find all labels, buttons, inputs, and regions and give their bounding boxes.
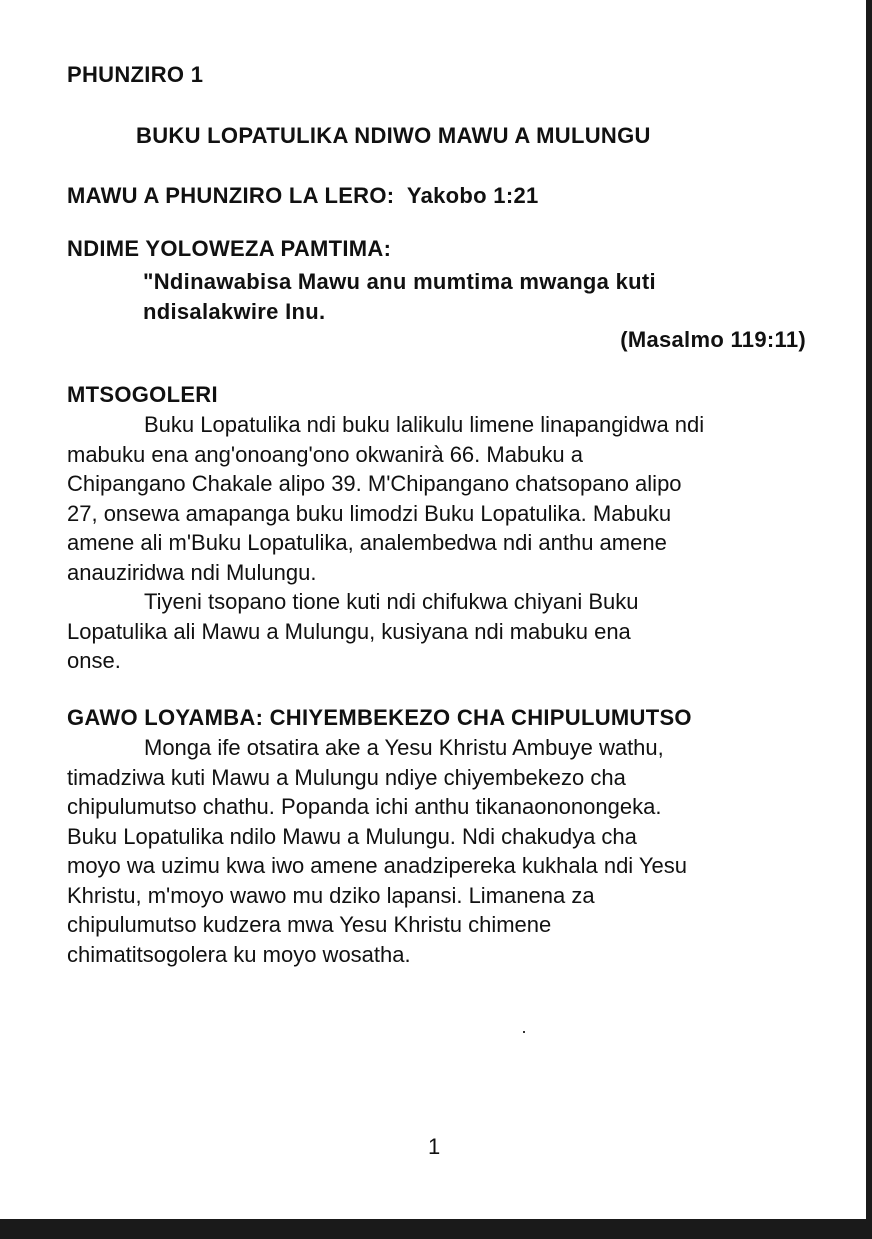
paragraph-line: Buku Lopatulika ndi buku lalikulu limene linapangidwa ndi bbox=[144, 412, 705, 437]
paragraph-line: anauziridwa ndi Mulungu. bbox=[67, 559, 317, 585]
paragraph-line: onse. bbox=[67, 648, 121, 673]
part-one-text bbox=[67, 733, 687, 969]
todays-lesson-label: MAWU A PHUNZIRO LA LERO: bbox=[67, 183, 395, 208]
todays-lesson-line bbox=[67, 183, 539, 209]
paragraph-line: amene ali m'Buku Lopatulika, analembedwa ndi anthu amene bbox=[67, 530, 667, 555]
memory-verse-text bbox=[143, 267, 656, 327]
paragraph-line: Khristu, m'moyo wawo mu dziko lapansi. Limanena za bbox=[67, 882, 595, 908]
paragraph-line: Buku Lopatulika ndilo Mawu a Mulungu. Ndi chakudya cha bbox=[67, 823, 637, 849]
paragraph-line: chimatitsogolera ku moyo wosatha. bbox=[67, 941, 411, 967]
paragraph-line: Lopatulika ali Mawu a Mulungu, kusiyana ndi mabuku ena bbox=[67, 618, 631, 644]
scan-edge-right bbox=[866, 0, 872, 1239]
page-title: BUKU LOPATULIKA NDIWO MAWU A MULUNGU bbox=[136, 123, 651, 148]
paragraph-line: Chipangano Chakale alipo 39. M'Chipangano chatsopano alipo bbox=[67, 471, 682, 496]
page-number: 1 bbox=[428, 1134, 441, 1159]
memory-verse-line: "Ndinawabisa Mawu anu mumtima mwanga kuti bbox=[143, 269, 656, 294]
todays-lesson-reference: Yakobo 1:21 bbox=[406, 183, 539, 208]
paragraph-line: Monga ife otsatira ake a Yesu Khristu Ambuye wathu, bbox=[144, 735, 664, 760]
memory-verse-reference: (Masalmo 119:11) bbox=[620, 327, 806, 352]
memory-verse-label: NDIME YOLOWEZA PAMTIMA: bbox=[67, 236, 392, 261]
paragraph-line: chipulumutso chathu. Popanda ichi anthu tikanaononongeka. bbox=[67, 794, 662, 819]
scan-speck bbox=[523, 1031, 525, 1033]
introduction-heading: MTSOGOLERI bbox=[67, 382, 218, 407]
lesson-label: PHUNZIRO 1 bbox=[67, 62, 204, 87]
paragraph-line: Tiyeni tsopano tione kuti ndi chifukwa chiyani Buku bbox=[144, 589, 639, 614]
paragraph-line: moyo wa uzimu kwa iwo amene anadzipereka kukhala ndi Yesu bbox=[67, 853, 688, 878]
paragraph-line: mabuku ena ang'onoang'ono okwanirà 66. Mabuku a bbox=[67, 441, 584, 467]
paragraph-line: chipulumutso kudzera mwa Yesu Khristu chimene bbox=[67, 912, 552, 937]
paragraph-line: 27, onsewa amapanga buku limodzi Buku Lopatulika. Mabuku bbox=[67, 500, 672, 526]
memory-verse-line: ndisalakwire Inu. bbox=[143, 299, 326, 324]
scan-edge-bottom bbox=[0, 1219, 872, 1239]
part-one-heading: GAWO LOYAMBA: CHIYEMBEKEZO CHA CHIPULUMUTSO bbox=[67, 705, 692, 730]
introduction-text bbox=[67, 410, 704, 676]
paragraph-line: timadziwa kuti Mawu a Mulungu ndiye chiyembekezo cha bbox=[67, 764, 626, 790]
